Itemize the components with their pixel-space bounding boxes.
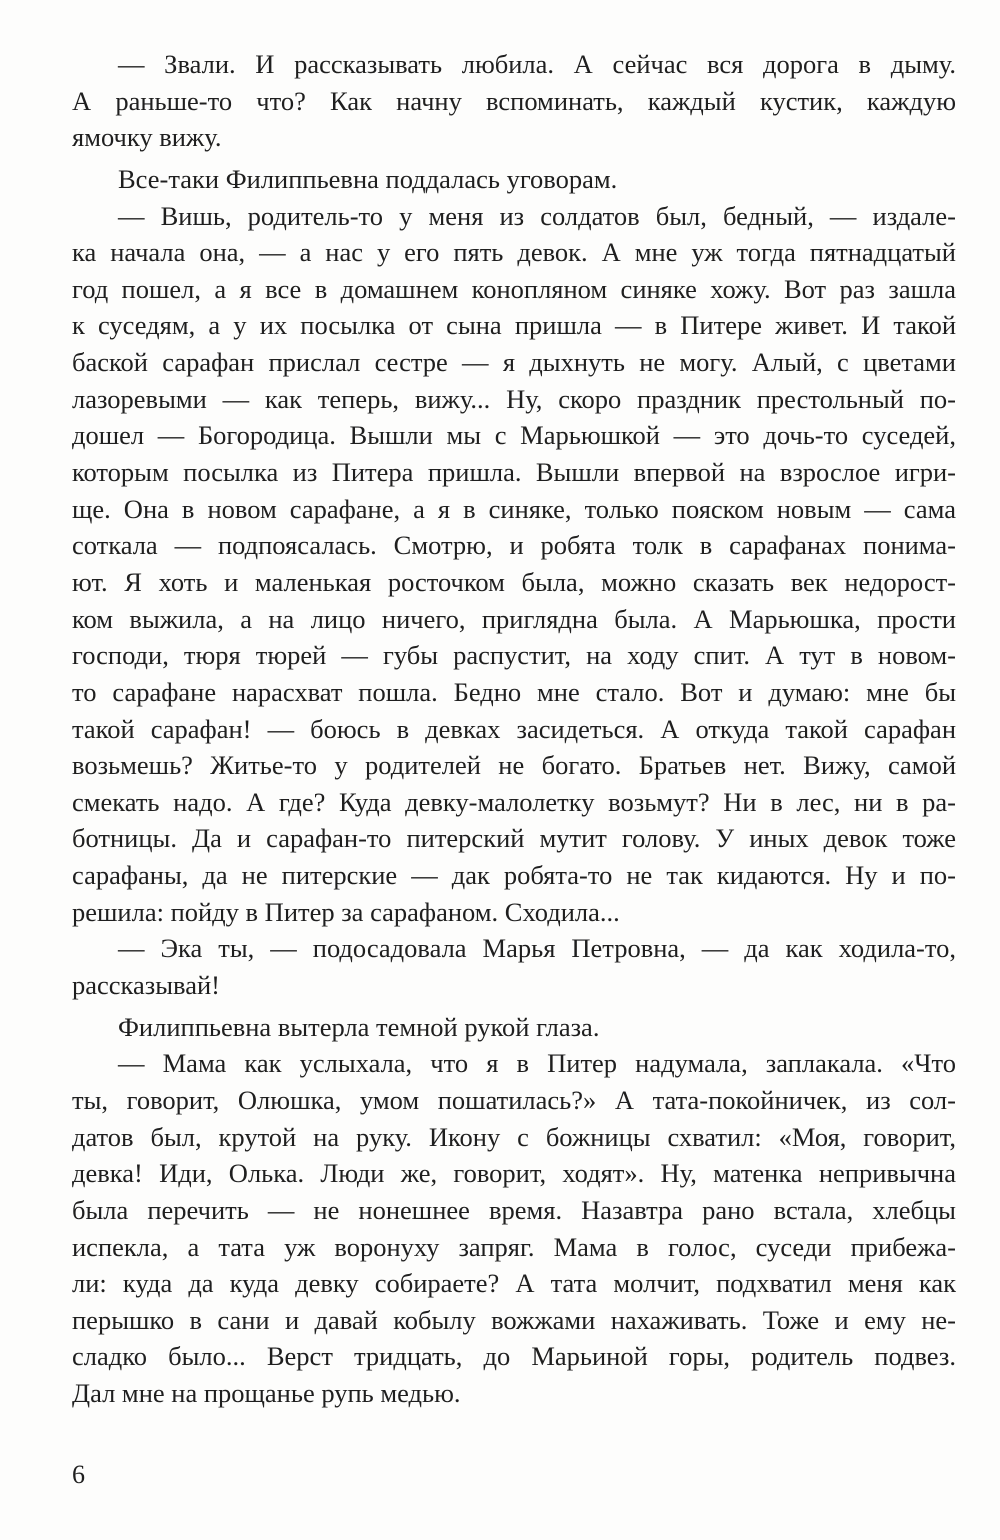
paragraph-2: [72, 161, 956, 198]
text-line: — Мама как услыхала, что я в Питер надумала, заплакала. «Что: [118, 1048, 956, 1079]
text-line: девка! Иди, Олька. Люди же, говорит, ходят». Ну, матенка непривычна: [72, 1158, 956, 1189]
text-line: рассказывай!: [72, 970, 220, 1001]
text-line: — Эка ты, — подосадовала Марья Петровна, — да как ходила-то,: [118, 933, 956, 964]
text-line: лазоревыми — как теперь, вижу... Ну, скоро праздник престольный по-: [72, 383, 956, 414]
text-line: возьмешь? Житье-то у родителей не богато. Братьев нет. Вижу, самой: [72, 750, 956, 781]
text-line: ты, говорит, Олюшка, умом пошатилась?» А тата-покойничек, из сол-: [72, 1084, 956, 1115]
text-line: — Вишь, родитель-то у меня из солдатов был, бедный, — издале-: [118, 200, 956, 231]
text-line: перышко в сани и давай кобылу вожжами нахаживать. Тоже и ему не-: [72, 1304, 956, 1335]
text-line: год пошел, а я все в домашнем конопляном синяке хожу. Вот раз зашла: [72, 273, 956, 304]
text-line: сладко было... Верст тридцать, до Марьиной горы, родитель подвез.: [72, 1341, 956, 1372]
paragraph-1: [72, 46, 956, 156]
paragraph-3: [72, 198, 956, 931]
text-line: ют. Я хоть и маленькая росточком была, можно сказать век недорост-: [72, 566, 956, 597]
text-line: ботницы. Да и сарафан-то питерский мутит голову. У иных девок тоже: [72, 823, 956, 854]
text-line: Все-таки Филиппьевна поддалась уговорам.: [118, 163, 618, 194]
text-line: А раньше-то что? Как начну вспоминать, каждый кустик, каждую: [72, 85, 956, 116]
text-line: была перечить — не нонешнее время. Назавтра рано встала, хлебцы: [72, 1194, 956, 1225]
text-line: Дал мне на прощанье рупь медью.: [72, 1378, 461, 1409]
text-line: дошел — Богородица. Вышли мы с Марьюшкой — это дочь-то суседей,: [72, 420, 956, 451]
text-line: ще. Она в новом сарафане, а я в синяке, только пояском новым — сама: [72, 493, 956, 524]
paragraph-6: [72, 1045, 956, 1411]
paragraph-4: [72, 930, 956, 1003]
paragraph-5: [72, 1009, 956, 1046]
text-line: такой сарафан! — боюсь в девках засидеться. А откуда такой сарафан: [72, 713, 956, 744]
text-line: решила: пойду в Питер за сарафаном. Сходила...: [72, 896, 620, 927]
text-line: ка начала она, — а нас у его пять девок. А мне уж тогда пятнадцатый: [72, 237, 956, 268]
text-line: испекла, а тата уж воронуху запряг. Мама в голос, суседи прибежа-: [72, 1231, 956, 1262]
text-line: соткала — подпоясалась. Смотрю, и робята толк в сарафанах понима-: [72, 530, 956, 561]
page-number: 6: [72, 1460, 85, 1489]
text-line: баской сарафан прислал сестре — я дыхнуть не могу. Алый, с цветами: [72, 347, 956, 378]
text-line: то сарафане нарасхват пошла. Бедно мне стало. Вот и думаю: мне бы: [72, 676, 956, 707]
text-line: к суседям, а у их посылка от сына пришла — в Питере живет. И такой: [72, 310, 956, 341]
text-line: сарафаны, да не питерские — дак робята-то не так кидаются. Ну и по-: [72, 860, 956, 891]
text-line: ли: куда да куда девку собираете? А тата молчит, подхватил меня как: [72, 1268, 956, 1299]
text-line: датов был, крутой на руку. Икону с божницы схватил: «Моя, говорит,: [72, 1121, 956, 1152]
text-line: господи, тюря тюрей — губы распустит, на ходу спит. А тут в новом-: [72, 640, 956, 671]
text-line: — Звали. И рассказывать любила. А сейчас вся дорога в дыму.: [118, 49, 956, 79]
body-text: [72, 46, 956, 1412]
text-line: Филиппьевна вытерла темной рукой глаза.: [118, 1011, 600, 1042]
text-line: смекать надо. А где? Куда девку-малолетку возьмут? Ни в лес, ни в ра-: [72, 786, 956, 817]
text-line: ямочку вижу.: [72, 122, 222, 153]
text-line: ком выжила, а на лицо ничего, приглядна была. А Марьюшка, прости: [72, 603, 956, 634]
text-line: которым посылка из Питера пришла. Вышли впервой на взрослое игри-: [72, 457, 956, 488]
